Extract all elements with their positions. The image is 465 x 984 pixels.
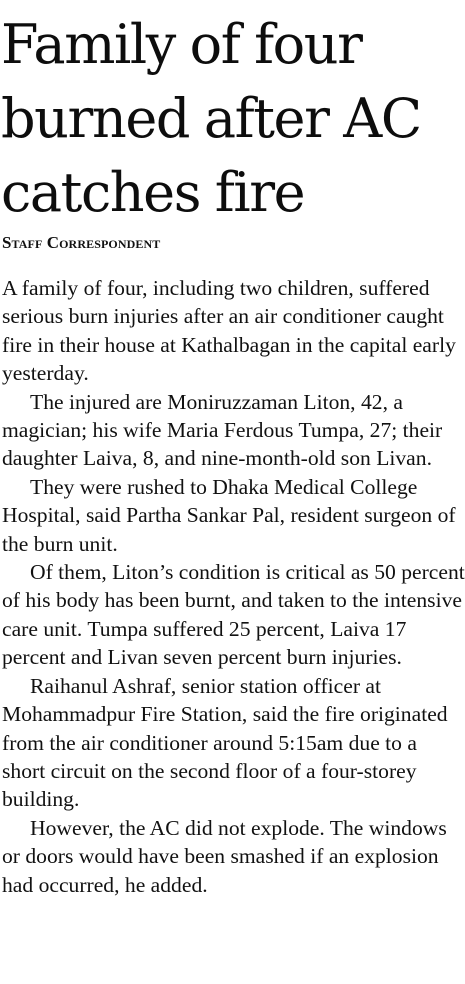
paragraph-4: Of them, Liton’s condition is critical as 50 percent of his body has been burnt, and taken to the intensive care unit. Tumpa suffered 25 percent, Laiva 17 percent and Livan seven percent burn injuries. <box>2 560 465 670</box>
paragraph-5: Raihanul Ashraf, senior station officer at Mohammadpur Fire Station, said the fire originated from the air conditioner around 5:15am due to a short circuit on the second floor of a four-storey building. <box>2 673 448 812</box>
paragraph-6: However, the AC did not explode. The windows or doors would have been smashed if an explosion had occurred, he added. <box>2 815 447 897</box>
headline: Family of four burned after AC catches fire <box>1 13 421 224</box>
paragraph-1: A family of four, including two children, suffered serious burn injuries after an air conditioner caught fire in their house at Kathalbagan in the capital early yesterday. <box>2 276 456 386</box>
paragraph-2: The injured are Moniruzzaman Liton, 42, a magician; his wife Maria Ferdous Tumpa, 27; their daughter Laiva, 8, and nine-month-old son Livan. <box>2 389 443 471</box>
article-body <box>0 256 465 899</box>
byline: Staff Correspondent <box>2 233 161 252</box>
paragraph-3: They were rushed to Dhaka Medical College Hospital, said Partha Sankar Pal, resident surgeon of the burn unit. <box>2 474 456 556</box>
